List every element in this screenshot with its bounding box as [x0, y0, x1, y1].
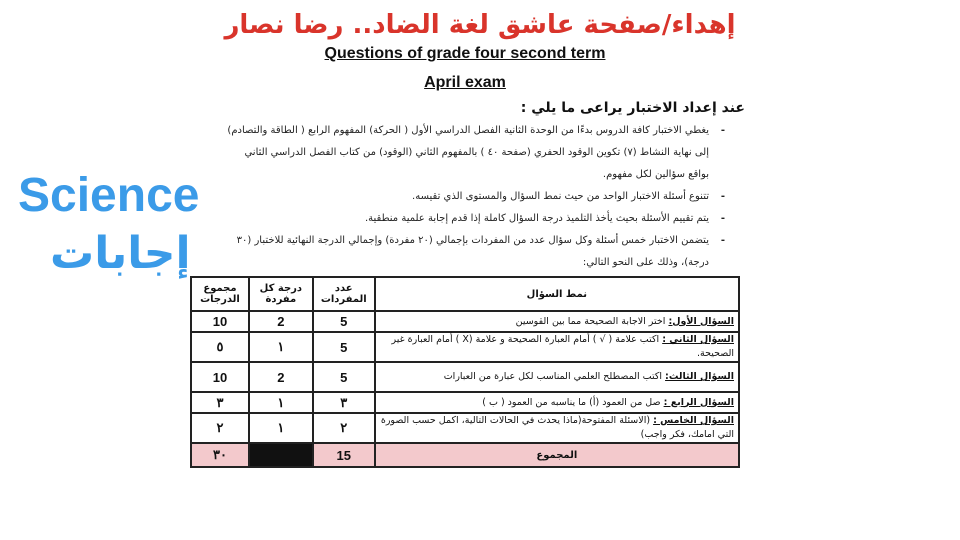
table-row [191, 311, 739, 332]
question-label: السؤال الثالث: [665, 371, 734, 382]
cell-count: 5 [313, 311, 375, 332]
cell-question-type [375, 413, 739, 443]
cell-count: ٣ [313, 392, 375, 413]
header-total-marks: مجموع الدرجات [191, 277, 249, 311]
table-row [191, 332, 739, 362]
question-text: (الاسئلة المفتوحة(ماذا يحدث في الحالات التالية، اكمل حسب الصورة التي امامك، فكر واجب) [380, 415, 734, 440]
instructions-list [222, 120, 727, 274]
header-num-items: عدد المفردات [313, 277, 375, 311]
question-text: صل من العمود (أ) ما يناسبه من العمود ( ب ) [482, 396, 661, 408]
instruction-item: - يتضمن الاختبار خمس أسئلة وكل سؤال عدد من المفردات بإجمالي (٢٠ مفردة) وإجمالي الدرجة النهائية للاختبار (٣٠ درجة)، وذلك على النحو التالي: [222, 230, 727, 274]
intro-heading: عند إعداد الاختبار يراعى ما يلي : [520, 100, 745, 116]
total-label-cell: المجموع [375, 443, 739, 467]
total-count-cell: 15 [313, 443, 375, 467]
dedication-title: إهداء/صفحة عاشق لغة الضاد.. رضا نصار [224, 10, 736, 40]
cell-per-item: ١ [249, 413, 313, 443]
question-label: السؤال الثاني : [662, 334, 734, 345]
cell-total: ٥ [191, 332, 249, 362]
question-label: السؤال الرابع : [663, 396, 734, 408]
question-text: اكتب المصطلح العلمي المناسب لكل عبارة من العبارات [443, 371, 663, 382]
instruction-item: - يغطي الاختبار كافة الدروس بدءًا من الوحدة الثانية الفصل الدراسي الأول ( الحركة) المفهوم الرابع ( الطاقة والتصادم) إلى نهاية النشاط (٧) تكوين الوقود الحفري (صفحة ٤٠ ) بالمفهوم الثاني (الوقود) من كتاب الفصل الدراسي الثاني بواقع سؤالين لكل مفهوم. [222, 120, 727, 186]
cell-question-type [375, 362, 739, 392]
exam-title: Questions of grade four second term [324, 45, 606, 62]
table-total-row [191, 443, 739, 467]
table-row [191, 413, 739, 443]
table-row [191, 362, 739, 392]
cell-count: 5 [313, 362, 375, 392]
cell-total: 10 [191, 362, 249, 392]
exam-subtitle: April exam [424, 74, 506, 91]
instruction-item: - تتنوع أسئلة الاختبار الواحد من حيث نمط السؤال والمستوى الذي تقيسه. [222, 186, 727, 208]
blank-cell [249, 443, 313, 467]
cell-per-item: ١ [249, 392, 313, 413]
table-row [191, 392, 739, 413]
subject-english-label: Science [18, 169, 200, 222]
cell-question-type [375, 332, 739, 362]
cell-count: ٢ [313, 413, 375, 443]
cell-per-item: 2 [249, 362, 313, 392]
cell-total: ٣ [191, 392, 249, 413]
cell-per-item: 2 [249, 311, 313, 332]
table-header-row [191, 277, 739, 311]
header-question-type: نمط السؤال [375, 277, 739, 311]
question-text: اختر الاجابة الصحيحة مما بين القوسين [515, 315, 666, 327]
question-label: السؤال الأول: [668, 315, 734, 327]
cell-total: ٢ [191, 413, 249, 443]
question-text: اكتب علامة ( √ ) أمام العبارة الصحيحة و علامة (X ) أمام العبارة غير الصحيحة. [391, 334, 734, 359]
cell-question-type [375, 392, 739, 413]
subject-arabic-label: إجابات [50, 228, 191, 279]
total-marks-cell: ٣٠ [191, 443, 249, 467]
instruction-item: - يتم تقييم الأسئلة بحيث يأخذ التلميذ درجة السؤال كاملة إذا قدم إجابة علمية منطقية. [222, 208, 727, 230]
cell-count: 5 [313, 332, 375, 362]
cell-total: 10 [191, 311, 249, 332]
cell-question-type [375, 311, 739, 332]
exam-spec-table [190, 276, 740, 468]
question-label: السؤال الخامس : [653, 415, 734, 426]
header-mark-per-item: درجة كل مفردة [249, 277, 313, 311]
cell-per-item: ١ [249, 332, 313, 362]
